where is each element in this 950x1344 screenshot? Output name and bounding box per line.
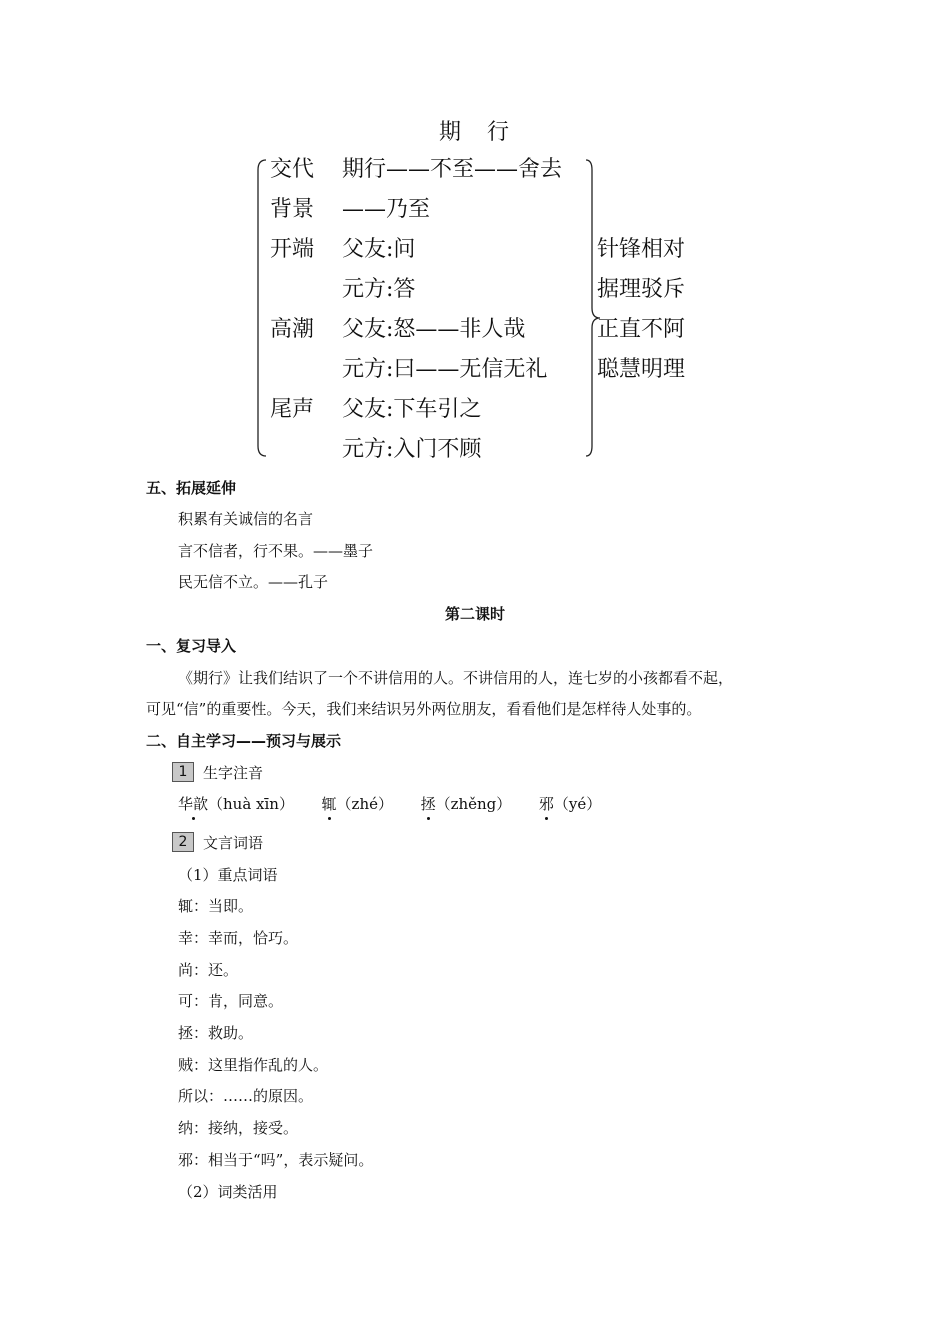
board-label-7: 尾声 [270,397,315,422]
sub-heading-1: （1）重点词语 [178,866,278,884]
section5-line-1: 积累有关诚信的名言 [178,510,314,528]
word-def-5: 拯：救助。 [178,1024,254,1042]
pinyin-char-1: 华歆 [178,795,209,813]
pinyin-line [178,793,601,814]
board-label-3: 开端 [270,237,315,262]
section1-para-line-1: 《期行》让我们结识了一个不讲信用的人。不讲信用的人，连七岁的小孩都看不起， [178,669,734,687]
word-def-6: 贼：这里指作乱的人。 [178,1056,329,1074]
section5-line-2: 言不信者，行不果。——墨子 [178,542,374,560]
board-row-5: 父友:怒——非人哉 [342,317,526,342]
pinyin-reading-1: （huà xīn） [208,795,294,813]
board-title: 期 行 [438,120,511,145]
board-label-1: 交代 [270,157,315,182]
left-brace [252,158,272,458]
box2-label: 文言词语 [203,834,264,852]
right-brace [582,158,604,458]
number-box-1: 1 [172,762,194,782]
summary-4: 聪慧明理 [597,357,686,382]
board-row-8: 元方:入门不顾 [342,437,482,462]
pinyin-char-3: 拯 [420,795,436,813]
word-def-2: 幸：幸而，恰巧。 [178,929,299,947]
word-def-3: 尚：还。 [178,961,239,979]
word-def-7: 所以：……的原因。 [178,1087,314,1105]
pinyin-reading-2: （zhé） [336,795,393,813]
word-def-1: 辄：当即。 [178,897,254,915]
number-box-2: 2 [172,832,194,852]
board-row-4: 元方:答 [342,277,416,302]
section1-para-line-2: 可见“信”的重要性。今天，我们来结识另外两位朋友，看看他们是怎样待人处事的。 [146,700,702,718]
pinyin-char-2: 辄 [321,795,337,813]
section5-line-3: 民无信不立。——孔子 [178,573,329,591]
pinyin-char-4: 邪 [538,795,554,813]
board-row-3: 父友:问 [342,237,416,262]
section5-heading: 五、拓展延伸 [146,479,237,497]
section1-heading: 一、复习导入 [146,637,237,655]
summary-3: 正直不阿 [597,317,686,342]
sub-heading-2: （2）词类活用 [178,1183,278,1201]
board-label-2: 背景 [270,197,315,222]
summary-2: 据理驳斥 [597,277,686,302]
lesson2-title: 第二课时 [444,605,505,623]
section2-heading: 二、自主学习——预习与展示 [146,732,342,750]
word-def-4: 可：肯，同意。 [178,992,284,1010]
board-row-1: 期行——不至——舍去 [342,157,563,182]
board-label-5: 高潮 [270,317,315,342]
word-def-9: 邪：相当于“吗”，表示疑问。 [178,1151,374,1169]
box1-label: 生字注音 [203,764,264,782]
board-row-7: 父友:下车引之 [342,397,482,422]
board-row-2: ——乃至 [342,197,431,222]
pinyin-reading-3: （zhěng） [435,795,512,813]
pinyin-reading-4: （yé） [553,795,602,813]
summary-1: 针锋相对 [597,237,686,262]
word-def-8: 纳：接纳，接受。 [178,1119,299,1137]
board-row-6: 元方:曰——无信无礼 [342,357,548,382]
